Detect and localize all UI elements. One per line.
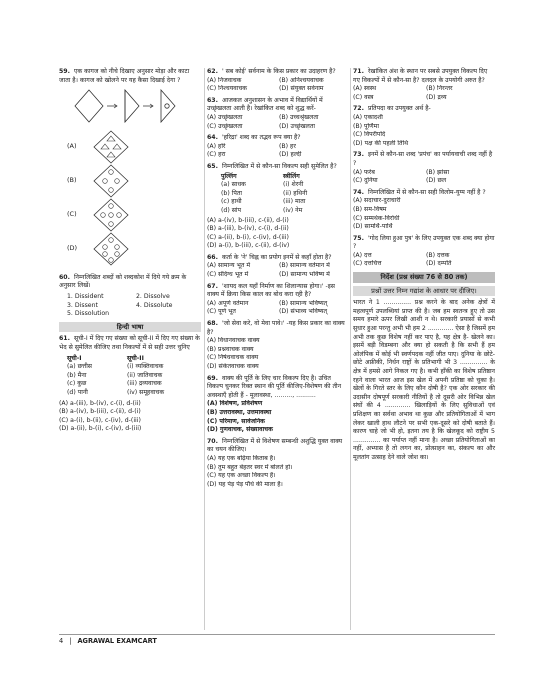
options [207, 217, 347, 251]
column-header: सूची-I [67, 354, 82, 362]
question-71 [353, 68, 495, 102]
match-cell: (c) हाथी [221, 198, 242, 206]
column-header: सूची-II [127, 354, 144, 362]
option-row-c[interactable] [67, 198, 201, 232]
options [207, 337, 347, 371]
column-header: पुल्लिंग [221, 172, 237, 180]
match-cell: (a) साधक [221, 181, 246, 189]
option-b-figure [81, 164, 171, 198]
footer-separator: | [69, 637, 72, 645]
option[interactable]: (B) झांसा [426, 168, 450, 176]
option-d-figure [81, 232, 171, 266]
option[interactable]: (D) सामर्थि-पार्थि [353, 223, 393, 231]
option[interactable]: (C) उच्छृंखलता [207, 122, 243, 130]
question-text: निम्नलिखित शब्दों को शब्दकोश में दिये गये क्रम के अनुसार लिखें। [59, 273, 187, 290]
question-60 [59, 274, 201, 319]
question-number: 73. [353, 151, 364, 159]
question-number: 71. [353, 68, 364, 75]
option[interactable]: (C) यह एक अच्छा विकल्प है। [207, 472, 276, 480]
question-text: निम्नलिखित में से विशेषण सम्बन्धी अशुद्धि युक्त वाक्य का चयन कीजिए। [207, 437, 343, 454]
match-cell: (b) पिता [221, 189, 242, 197]
option[interactable]: (D) दम्पति [426, 260, 452, 268]
options [353, 252, 495, 269]
match-table [221, 173, 347, 216]
question-68 [207, 320, 347, 372]
options [207, 143, 347, 160]
options [207, 455, 347, 489]
word-list [67, 293, 201, 319]
match-table [67, 355, 201, 398]
question-text: प्रतिपदा का उपयुक्त अर्थ है- [367, 105, 431, 113]
question-text: 'गोद लिया हुआ पुत्र' के लिए उपयुक्त एक शब्द क्या होगा ? [353, 234, 495, 251]
option[interactable]: (B) सम-विषम [353, 205, 387, 213]
question-66 [207, 254, 347, 280]
question-65 [207, 163, 347, 251]
option[interactable]: (D) पक्ष की पहली तिथि [353, 139, 409, 147]
option-label: (D) [67, 244, 78, 253]
match-cell: (ii) हथिनी [283, 189, 308, 197]
column-header: स्त्रीलिंग [283, 172, 300, 180]
option[interactable]: (C) परिमाण, सार्वजनिक [207, 417, 265, 425]
question-text: 'शायद कल यहाँ निर्माण का शिलान्यास होगा।' -इस वाक्य में क्रिया किस काल का बोध करा रही है? [207, 282, 335, 299]
question-number: 70. [207, 437, 218, 445]
column-divider [204, 68, 205, 630]
directions-subheading: प्रश्नों उत्तर निम्न गद्यांश के आधार पर दीजिए। [353, 286, 495, 297]
option[interactable]: (D) हल्दी [279, 151, 302, 159]
question-69 [207, 375, 347, 435]
option[interactable]: (B) तुम बहुत बेहतर स्वर में बोलते हो। [207, 463, 293, 471]
column-2 [207, 68, 347, 492]
passage: भारत ने 1 .............. प्रश्न करने के बाद अनेक क्षेत्रों में महत्वपूर्ण उपलब्धियां प्राप्त की है। जब हम स्वतन्त्र हुए तो उस समय हमारे ऊपर लिखी आशी न थे। सरकारी प्रयासों से कभी सुधार हुआ परन्तु अभी भी हम 2 ............. ऐसा है जिसमें हम अभी तक कुछ विशेष नहीं कर पाए है, यह क्षेत्र है- खेलने का। इसमें बड़ी विडम्बना और क्या हो सकती है कि सभी हैं हम ओलंपिक में कोई भी स्वर्णपदक नहीं जीत पाए। दुनिया के छोटे-छोटे अफ्रीकी, निर्धन राष्ट्रों के प्रतिभागी भी 3 .............. के क्षेत्र में हमसे आगे निकल गए है। कभी हाँकी का विशेष प्रतिष्ठान रहने वाला भारत आज इस खेल में अपनी प्रतिष्ठा को चुका है। खेलों के गिरते स्तर के लिए कौन दोषी है? एक ओर सरकार की उदासीन दोषपूर्ण सरकारी नीतियों है तो दूसरी ओर विभिन्न खेल संघों की 4 ............. खिलाड़ियों के लिए सुविधाओं एवं प्रशिक्षण का सर्वथा अभाव था कुछ और प्रतियोगिताओं में भाग लेकर खाली हाथ लौटने पर सभी एक-दूसरे को दोषी बताते हैं। कारण चाहे जो भी हो, इतना तय है कि खेलकूद को राष्ट्रीय 5 .............. का पर्याप्त नहीं माना है। अच्छा प्रतियोगिताओं का नहीं, अभ्यास है तो लगन का, प्रोत्साहन का, संकल्प का और मूलतांग उत्साह देने वाले जोश का। [353, 299, 495, 461]
question-72 [353, 105, 495, 148]
option[interactable]: (C) निषेधवाचक वाक्य [207, 354, 259, 362]
question-text: सूची-I में दिए गए संख्या को सूची-II में दिए गए संख्या के भेद से सुमेलित कीजिए तथा निकल्पों में से सही उत्तर चुनिए [59, 335, 200, 351]
question-text: ' सब कोई' सर्वनाम के किस प्रकार का उदाहरण है? [221, 68, 336, 75]
question-number: 61. [59, 335, 70, 343]
option-label: (C) [67, 210, 77, 219]
option-c-figure [81, 198, 171, 232]
options [207, 300, 347, 317]
match-cell: (d) पानी [67, 388, 88, 396]
match-cell: (b) मैना [67, 371, 87, 379]
question-64 [207, 134, 347, 160]
option[interactable]: (C) पूर्ण भूत [207, 308, 236, 316]
question-text: 'हरिद्रा' शब्द का तद्भव रूप क्या है? [221, 134, 301, 142]
option[interactable]: (D) यह पेड़ पेड़ पौधे की माला है। [207, 480, 283, 488]
option[interactable]: (C) a-(ii), b-(i), c-(iv), d-(iii) [207, 233, 289, 241]
option[interactable]: (B) निरन्तर [426, 85, 453, 93]
question-text: आजकल अनुशासन के अभाव में विद्यार्थियों में उच्छृंखलता आती है। रेखांकित शब्द को शुद्ध करें- [207, 96, 323, 113]
match-cell: (c) कुछ [67, 380, 87, 388]
question-number: 62. [207, 68, 218, 75]
option[interactable]: (A) a-(iii), b-(iv), c-(i), d-(ii) [59, 399, 141, 407]
question-number: 75. [353, 234, 364, 242]
option-row-d[interactable] [67, 232, 201, 266]
question-73 [353, 151, 495, 185]
option[interactable]: (C) दुनिया [353, 177, 378, 185]
option[interactable]: (A) फरेब [353, 168, 375, 176]
option[interactable]: (A) स्वस्थ [353, 85, 377, 93]
option[interactable]: (C) सम्मर्थक-विरोधी [353, 214, 400, 222]
word-item: 4. Dissolute [136, 301, 173, 309]
column-divider [350, 68, 351, 630]
question-text: कर्ता के 'ने' चिह्न का प्रयोग इनमें से कहाँ होता है? [221, 253, 332, 261]
word-item: 2. Dissolve [136, 292, 170, 300]
option[interactable]: (A) उच्छृंखलता [207, 113, 243, 121]
question-text: इनमें से कौन-सा शब्द 'प्रपंच' का पर्यायवाची शब्द नहीं है ? [353, 151, 493, 167]
column-3 [353, 68, 495, 463]
question-number: 60. [59, 273, 70, 281]
match-cell: (d) सांप [221, 206, 242, 214]
options [59, 400, 201, 434]
question-number: 72. [353, 105, 364, 113]
option[interactable]: (D) a-(ii), b-(i), c-(iv), d-(iii) [59, 425, 142, 433]
question-number: 68. [207, 320, 218, 328]
option-row-b[interactable] [67, 164, 201, 198]
question-59 [59, 68, 201, 266]
option-row-a[interactable] [67, 130, 201, 164]
question-number: 64. [207, 134, 218, 142]
option[interactable]: (B) सामान्य वर्तमान में [279, 262, 330, 270]
option[interactable]: (B) a-(iv), b-(iii), c-(ii), d-(i) [59, 408, 141, 416]
fold-steps-figure [73, 88, 188, 124]
match-cell: (iv) समूहवाचक [127, 388, 165, 396]
question-number: 67. [207, 282, 218, 290]
options [207, 114, 347, 131]
option[interactable]: (D) संयुक्त सर्वनाम [279, 85, 324, 93]
option[interactable]: (C) a-(i), b-(ii), c-(iv), d-(iii) [59, 416, 141, 424]
question-74 [353, 189, 495, 232]
option[interactable]: (B) दत्तक [426, 251, 450, 259]
page-footer [59, 634, 495, 647]
option[interactable]: (A) विशेषण, प्रविशेषण [207, 400, 263, 408]
option-a-figure [81, 130, 171, 164]
question-67 [207, 283, 347, 317]
option[interactable]: (D) छल [426, 177, 447, 185]
option[interactable]: (A) एकादशी [353, 113, 383, 121]
question-70 [207, 438, 347, 490]
option[interactable]: (B) a-(iii), b-(iv), c-(i), d-(ii) [207, 225, 289, 233]
option[interactable]: (B) उत्तरावस्था, उत्तमावस्था [207, 408, 272, 416]
question-number: 66. [207, 253, 218, 261]
option[interactable]: (B) उच्चश्रृंखलता [279, 113, 319, 121]
question-number: 74. [353, 188, 364, 196]
page-number: 4 [59, 637, 64, 645]
match-cell: (ii) जातिवाचक [127, 371, 163, 379]
option[interactable]: (A) सामान्य भूत में [207, 262, 251, 270]
section-heading: हिन्दी भाषा [59, 322, 201, 333]
fold-figure [73, 88, 201, 128]
question-61 [59, 335, 201, 434]
option[interactable]: (B) अनिश्चयवाचक [279, 76, 324, 84]
question-75 [353, 235, 495, 269]
option[interactable]: (D) गुणवाचक, संख्यावाचक [207, 426, 273, 434]
match-cell: (iv) नेम [283, 206, 303, 214]
option[interactable]: (C) संदिग्ध भूत में [207, 271, 249, 279]
word-item: 1. Dissident [67, 292, 104, 300]
match-cell: (i) शेरनी [283, 181, 304, 189]
option[interactable]: (D) a-(i), b-(iii), c-(ii), d-(iv) [207, 242, 290, 250]
option[interactable]: (A) दत्त [353, 251, 372, 259]
brand-logo: AGRAWAL EXAMCART [77, 637, 157, 645]
question-62 [207, 68, 347, 94]
match-cell: (iii) माता [283, 198, 306, 206]
options [207, 400, 347, 434]
option-label: (A) [67, 142, 77, 151]
question-63 [207, 97, 347, 131]
directions-heading: निर्देश (प्रश्न संख्या 76 से 80 तक) [353, 272, 495, 283]
option[interactable]: (A) हरि [207, 142, 226, 150]
options [353, 114, 495, 148]
option[interactable]: (C) निश्चयवाचक [207, 85, 248, 93]
match-cell: (i) व्यक्तिवाचक [127, 363, 164, 371]
option[interactable]: (B) पूर्णिमा [353, 122, 379, 130]
options [207, 262, 347, 279]
question-text: 'जो सेवा करे, वो मेवा पावे।' -यह किस प्रकार का वाक्य है? [207, 320, 345, 336]
match-cell: (iii) द्रव्यवाचक [127, 380, 162, 388]
word-item: 5. Dissolution [67, 310, 110, 318]
option[interactable]: (B) सामान्य भविष्यत् [279, 299, 328, 307]
option[interactable]: (B) प्रश्नवाचक वाक्य [207, 345, 254, 353]
option[interactable]: (C) वस्त्र [353, 93, 374, 101]
option[interactable]: (A) निजवाचक [207, 76, 242, 84]
options [353, 85, 495, 102]
question-number: 69. [207, 374, 218, 382]
option[interactable]: (A) विधानवाचक वाक्य [207, 337, 260, 345]
question-text: वाक्य की पूर्ति के लिए चार विकल्प दिए है। उचित विकल्प चुनकर रिक्त स्थान की पूर्ति कीजिए-विशेषण की तीन अवस्थाएँ होती हैं - मूलावस्था, ........., .......... [207, 374, 342, 399]
option[interactable]: (A) सदाचार-दुराचारी [353, 197, 401, 205]
match-cell: (a) छत्तीस [67, 363, 92, 371]
question-text: रेखांकित अंश के स्थान पर सबसे उपयुक्त विकल्प दिए गए विकल्पों में से कौन-सा है? दलदल के उपयोगी अरुत है? [353, 68, 488, 84]
question-text: निम्नलिखित में से कौन-सा विकल्प सही सुमेलित है? [221, 162, 337, 170]
option[interactable]: (D) संभाव्य भविष्यत् [279, 308, 328, 316]
options [353, 169, 495, 186]
word-item: 3. Dissent [67, 301, 98, 309]
options [207, 77, 347, 94]
option[interactable]: (D) उच्छृंखलता [279, 122, 315, 130]
question-number: 59. [59, 68, 70, 75]
question-number: 63. [207, 96, 218, 104]
options [353, 197, 495, 231]
option[interactable]: (C) हरा [207, 151, 226, 159]
option[interactable]: (D) संकेतवाचक वाक्य [207, 363, 259, 370]
option[interactable]: (D) द्रव्य [426, 93, 447, 101]
option[interactable]: (C) दत्तचित्त [353, 260, 382, 268]
option[interactable]: (D) सामान्य भविष्य में [279, 271, 330, 279]
question-number: 65. [207, 162, 218, 170]
question-text: निम्नलिखित में से कौन-सा सही विलोम-युग्म नहीं है ? [367, 188, 486, 196]
column-1 [59, 68, 201, 437]
option[interactable]: (B) हर [279, 142, 296, 150]
option[interactable]: (A) यह एक बढ़िया किताब है। [207, 454, 276, 462]
option[interactable]: (A) अपूर्ण वर्तमान [207, 299, 249, 307]
option[interactable]: (C) विपरीपदि [353, 131, 386, 139]
question-text: एक कागज को नीचे दिखाए अनुसार मोड़ा और काटा जाता है। कागज को खोलने पर यह कैसा दिखाई देगा ? [59, 68, 190, 84]
option[interactable]: (A) a-(iv), b-(iii), c-(ii), d-(i) [207, 216, 289, 224]
option-label: (B) [67, 176, 77, 185]
